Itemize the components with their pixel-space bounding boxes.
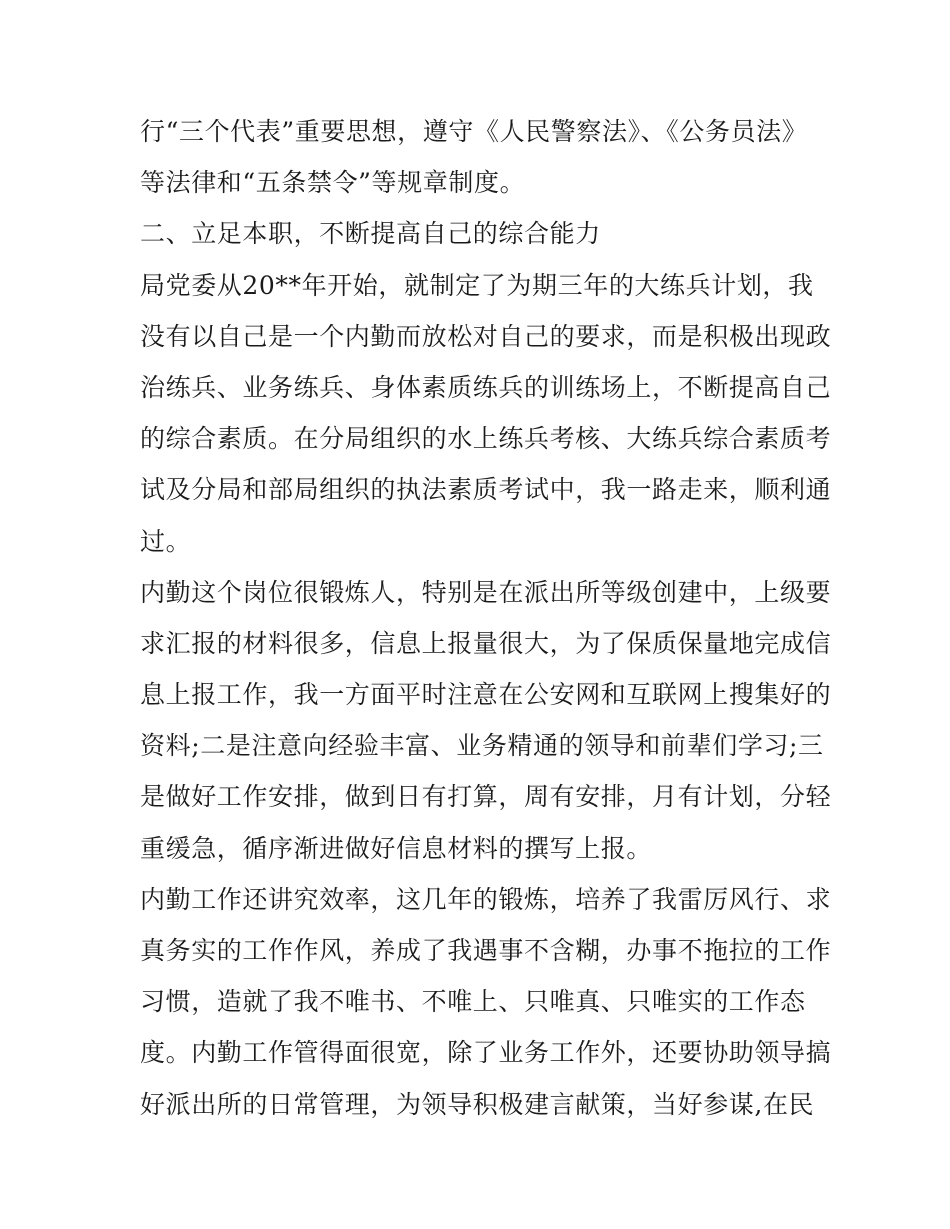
text-line: 重缓急，循序渐进做好信息材料的撰写上报。 <box>140 833 653 863</box>
section-heading: 二、立足本职，不断提高自己的综合能力 <box>140 219 601 249</box>
text-line: 好派出所的日常管理，为领导积极建言献策，当好参谋,在民 <box>140 1089 815 1119</box>
text-line: 真务实的工作作风，养成了我遇事不含糊，办事不拖拉的工作 <box>140 936 832 965</box>
text-line: 资料;二是注意向经验丰富、业务精通的领导和前辈们学习;三 <box>140 731 824 761</box>
text-line: 没有以自己是一个内勤而放松对自己的要求，而是积极出现政 <box>140 321 832 351</box>
text-line: 息上报工作，我一方面平时注意在公安网和互联网上搜集好的 <box>140 680 832 710</box>
text-line: 局党委从20**年开始，就制定了为期三年的大练兵计划，我 <box>140 270 814 300</box>
text-line: 内勤这个岗位很锻炼人，特别是在派出所等级创建中，上级要 <box>140 577 832 607</box>
document-body <box>140 106 832 1130</box>
text-line: 习惯，造就了我不唯书、不唯上、只唯真、只唯实的工作态 <box>140 987 806 1017</box>
text-line: 的综合素质。在分局组织的水上练兵考核、大练兵综合素质考 <box>140 424 832 454</box>
text-line: 等法律和“五条禁令”等规章制度。 <box>140 168 526 198</box>
text-line: 试及分局和部局组织的执法素质考试中，我一路走来，顺利通 <box>140 475 832 505</box>
text-line: 度。内勤工作管得面很宽，除了业务工作外，还要协助领导搞 <box>140 1038 832 1068</box>
text-line: 过。 <box>140 526 192 556</box>
text-line: 是做好工作安排，做到日有打算，周有安排，月有计划，分轻 <box>140 782 832 812</box>
text-line: 内勤工作还讲究效率，这几年的锻炼，培养了我雷厉风行、求 <box>140 884 832 914</box>
text-line: 行“三个代表”重要思想，遵守《人民警察法》、《公务员法》 <box>140 117 808 146</box>
text-line: 治练兵、业务练兵、身体素质练兵的训练场上，不断提高自己 <box>140 372 832 402</box>
text-line: 求汇报的材料很多，信息上报量很大，为了保质保量地完成信 <box>140 628 832 658</box>
